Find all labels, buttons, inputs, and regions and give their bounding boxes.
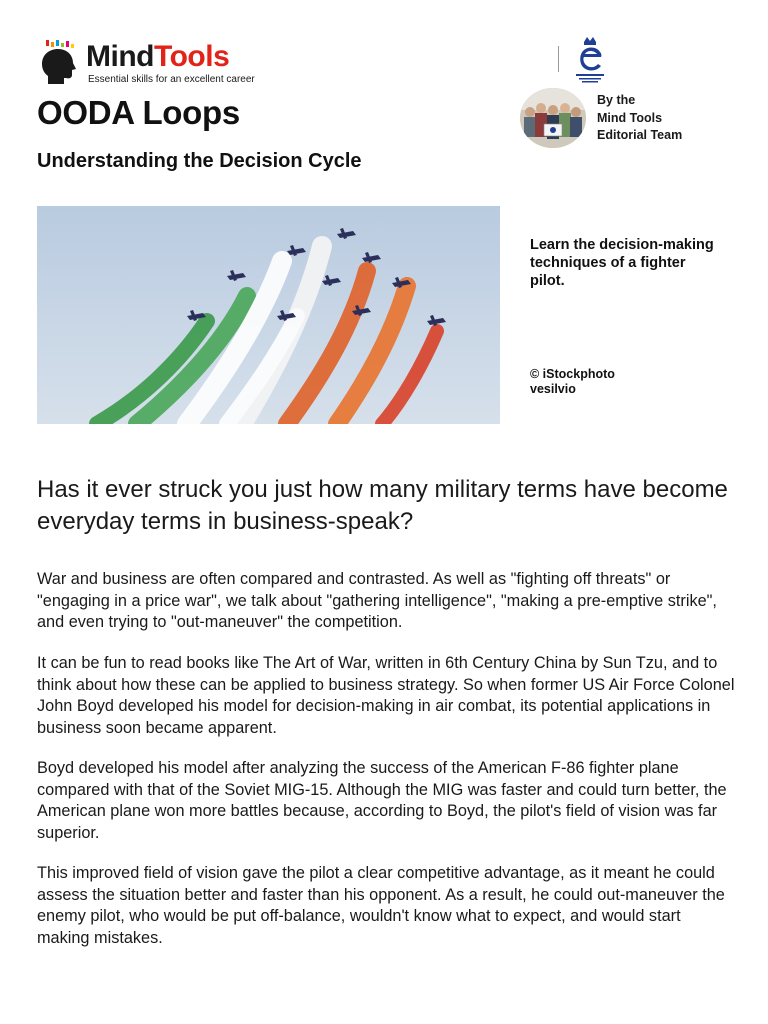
logo-tagline: Essential skills for an excellent career: [88, 74, 255, 85]
lead-paragraph: Has it ever struck you just how many military terms have become everyday terms in business-speak?: [37, 476, 728, 535]
author-byline: By the Mind Tools Editorial Team: [597, 93, 683, 142]
page-subtitle: Understanding the Decision Cycle: [37, 150, 362, 172]
logo-wordmark: MindTools: [86, 40, 230, 73]
body-paragraph-4: This improved field of vision gave the pilot a clear competitive advantage, as it meant he could assess the situation better and faster than his opponent. As a result, he could out-maneuver the enemy pilot, who would be put off-balance, wouldn't know what to expect, and would start making mistakes.: [37, 864, 725, 947]
body-paragraph-1: War and business are often compared and contrasted. As well as "fighting off threats" or "engaging in a price war", we talk about "gathering intelligence", "making a pre-emptive strike", and even trying to "out-maneuver" the competition.: [37, 570, 717, 631]
body-paragraph-3: Boyd developed his model after analyzing the success of the American F-86 fighter plane compared with that of the Soviet MIG-15. Although the MIG was faster and could turn better, the American plane won more battles because, according to Boyd, the pilot's field of vision was far superior.: [37, 759, 727, 842]
head-silhouette-icon: [36, 40, 84, 86]
page-title: OODA Loops: [37, 94, 240, 131]
header-divider: [558, 46, 559, 72]
image-credit: © iStockphoto vesilvio: [530, 367, 615, 396]
body-paragraph-2: It can be fun to read books like The Art of War, written in 6th Century China by Sun Tzu, and to think about how these can be applied to business strategy. So when former US Air Force Colonel John Boyd developed his model for decision-making in air combat, its potential applications in business soon became apparent.: [37, 654, 735, 737]
mindtools-logo[interactable]: [36, 36, 256, 88]
hero-image-jets: [37, 206, 500, 424]
image-caption: Learn the decision-making techniques of a fighter pilot.: [530, 237, 714, 289]
editorial-team-photo: [520, 88, 586, 148]
queens-award-icon: [570, 36, 610, 84]
